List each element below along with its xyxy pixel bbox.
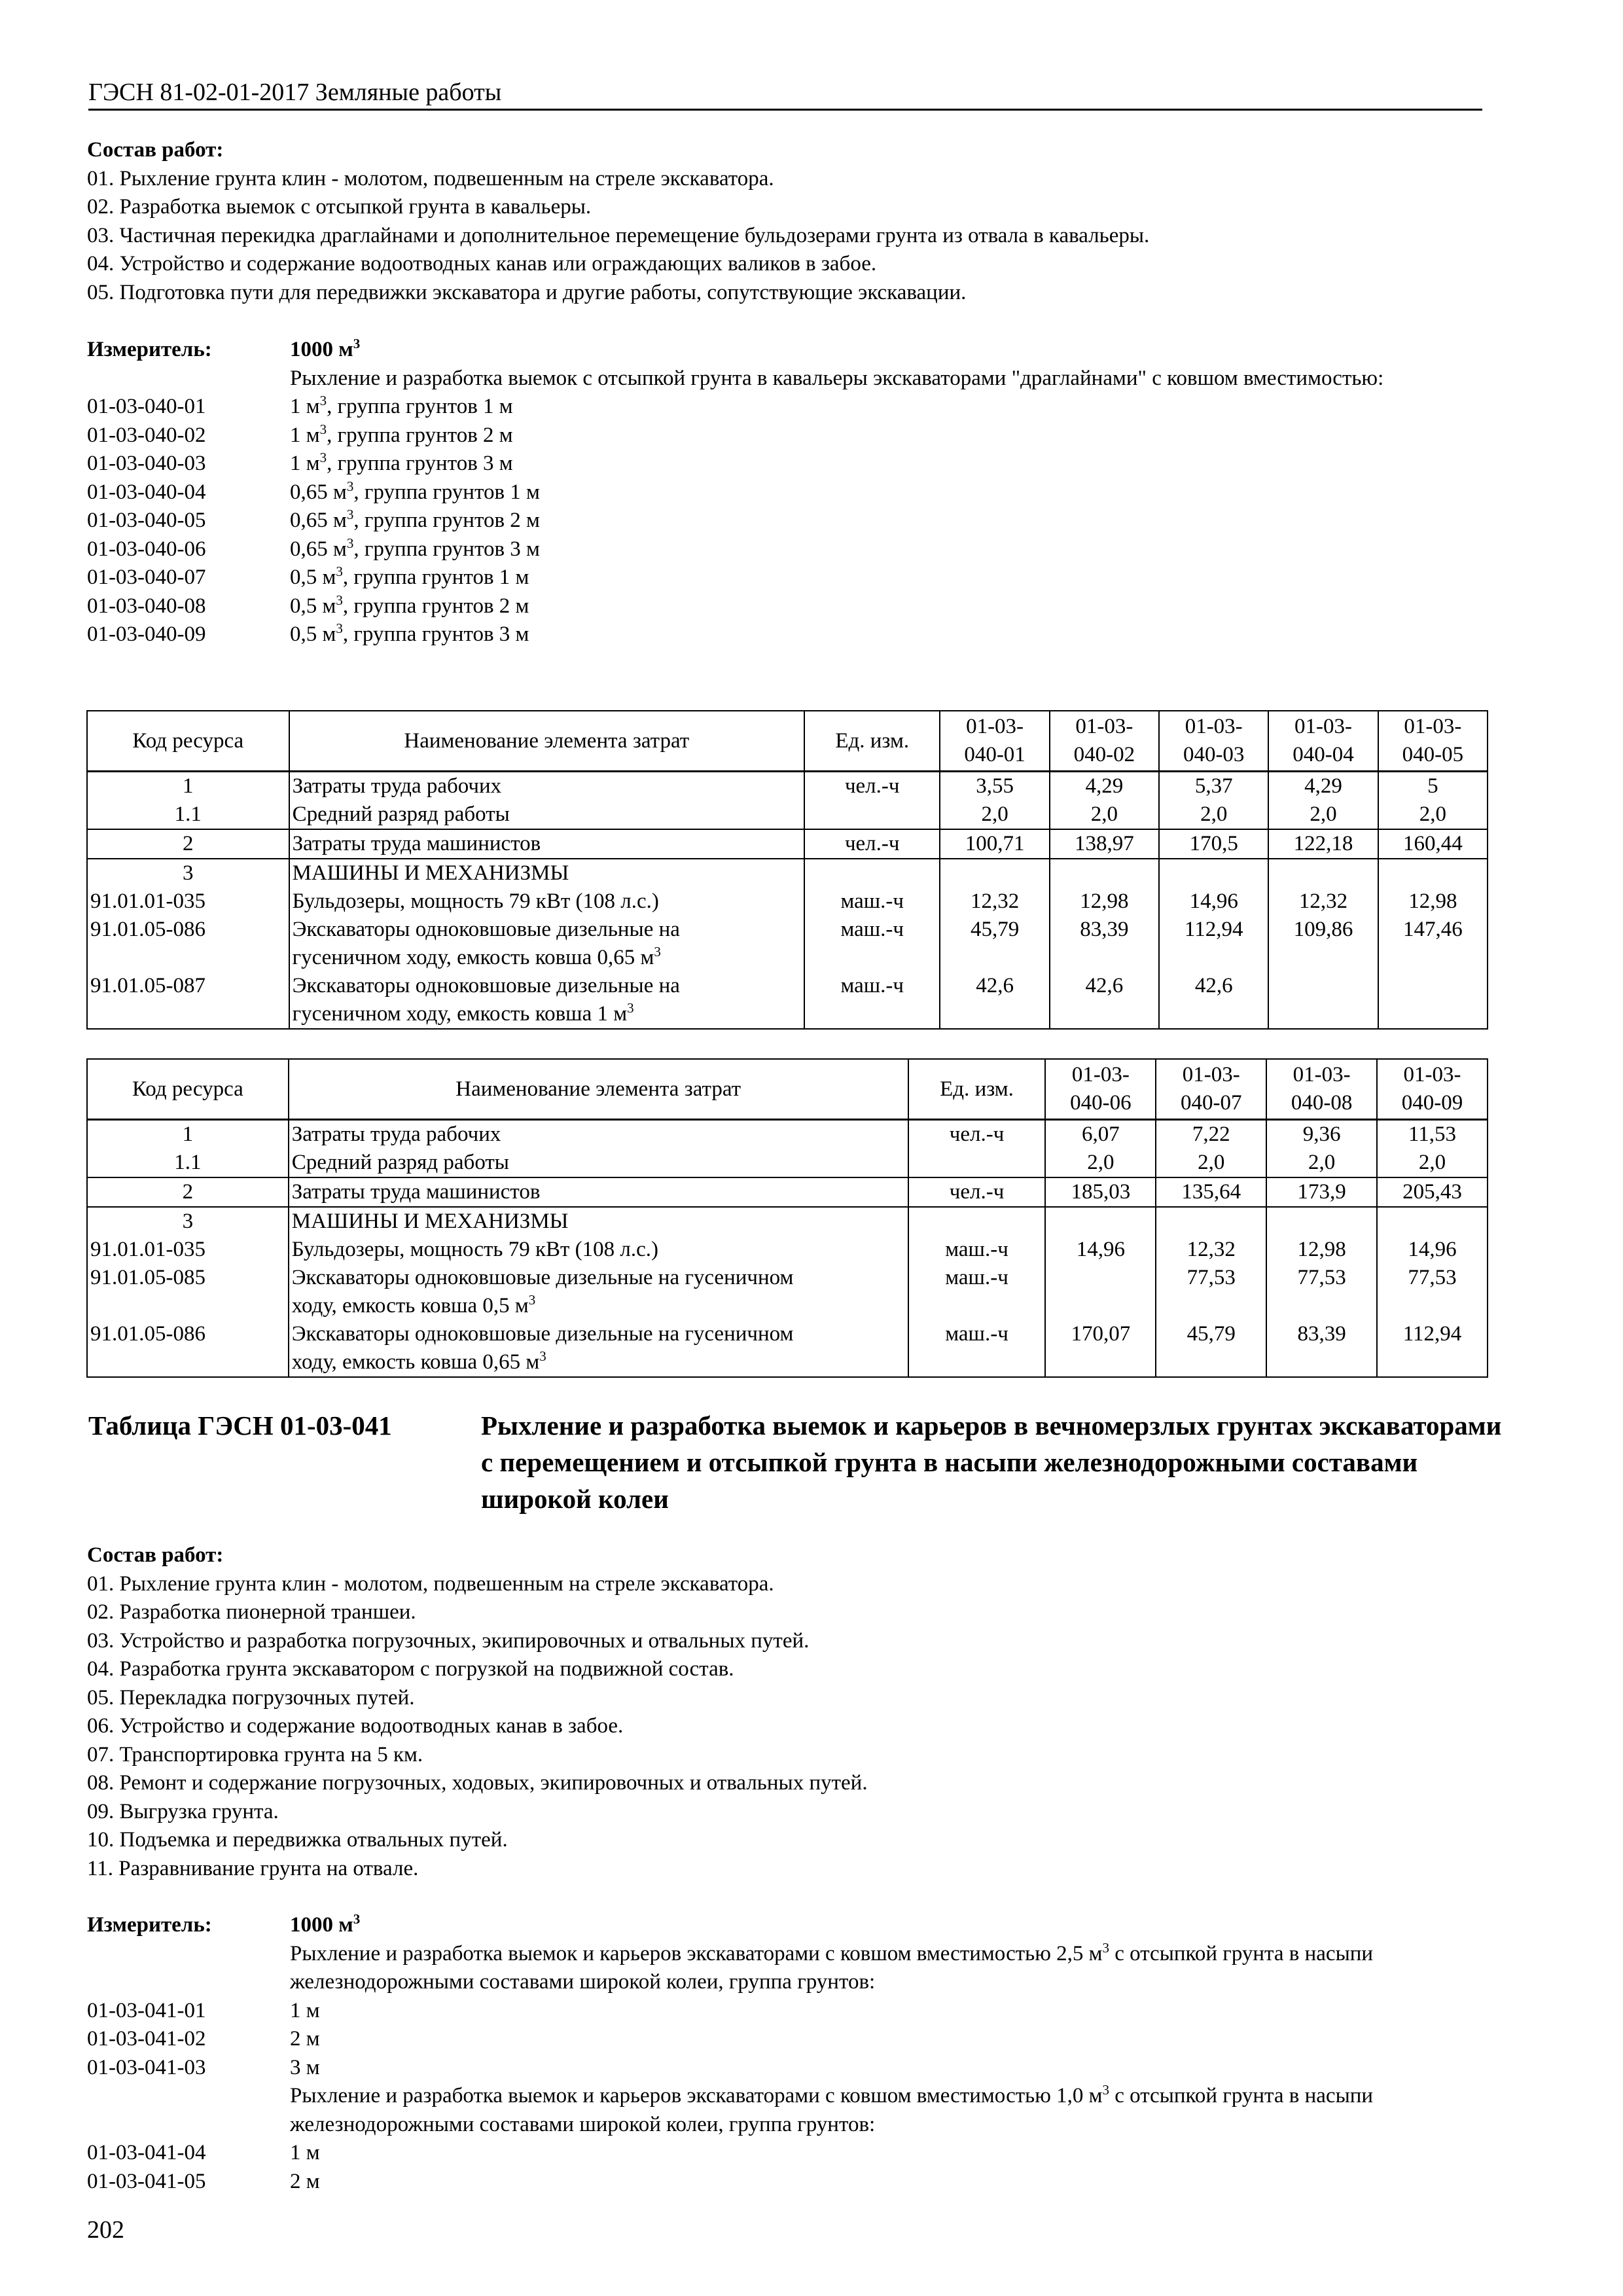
composition-item: 03. Устройство и разработка погрузочных, экипировочных и отвальных путей.: [87, 1628, 810, 1653]
header-unit: Ед. изм.: [804, 711, 940, 772]
measure-row: 01-03-040-03 1 $м^3$, группа грунтов 3 м: [87, 450, 513, 475]
table-header-row: [87, 711, 1488, 772]
header-norm-code: 01-03- 040-04: [1268, 711, 1378, 772]
header-norm-code: 01-03- 040-03: [1159, 711, 1268, 772]
measure-label: Измеритель:: [87, 338, 212, 361]
table-row: 2 Затраты труда машинистов чел.-ч 100,71 138,97 170,5 122,18 160,44: [87, 829, 1488, 859]
composition-item: 03. Частичная перекидка драглайнами и дополнительное перемещение бульдозерами грунта из отвала в кавальеры.: [87, 223, 1150, 247]
header-code: Код ресурса: [87, 1059, 289, 1120]
measure-label: Измеритель:: [87, 1913, 212, 1937]
composition-item: 06. Устройство и содержание водоотводных канав в забое.: [87, 1714, 624, 1738]
header-norm-code: 01-03- 040-07: [1156, 1059, 1266, 1120]
composition-item: 05. Подготовка пути для передвижки экскаватора и другие работы, сопутствующие экскавации.: [87, 280, 967, 304]
composition-item: 02. Разработка выемок с отсыпкой грунта в кавальеры.: [87, 195, 592, 219]
header-unit: Ед. изм.: [908, 1059, 1046, 1120]
header-code: Код ресурса: [87, 711, 289, 772]
table-row: 2 Затраты труда машинистов чел.-ч 185,03 135,64 173,9 205,43: [87, 1177, 1488, 1207]
header-norm-code: 01-03- 040-09: [1377, 1059, 1488, 1120]
section-title: Рыхление и разработка выемок и карьеров в вечномерзлых грунтах экскаваторами с перемещением и отсыпкой грунта в насыпи железнодорожными составами широкой колеи: [481, 1410, 1502, 1514]
measure-row: 01-03-040-08 0,5 $м^3$, группа грунтов 2 м: [87, 592, 529, 618]
measure-row: 01-03-041-05 2 м: [87, 2169, 320, 2193]
measure-unit: 1000 $м^3$: [290, 336, 361, 361]
work-composition-1: [87, 136, 1149, 307]
table-row: 91.01.01-035 Бульдозеры, мощность 79 кВт (108 л.с.) маш.-ч 12,32 12,98 14,96 12,32 12,98: [87, 888, 1488, 916]
measure-row: 01-03-040-01 1 $м^3$, группа грунтов 1 м: [87, 393, 513, 418]
table-row: 91.01.01-035 Бульдозеры, мощность 79 кВт (108 л.с.) маш.-ч 14,96 12,32 12,98 14,96: [87, 1236, 1488, 1264]
composition-item: 01. Рыхление грунта клин - молотом, подвешенным на стреле экскаватора.: [87, 1571, 774, 1596]
composition-title: Состав работ:: [87, 138, 224, 162]
measure-row: 01-03-040-06 0,65 $м^3$, группа грунтов 3 м: [87, 535, 540, 561]
section-number: Таблица ГЭСН 01-03-041: [88, 1410, 392, 1441]
composition-item: 02. Разработка пионерной траншеи.: [87, 1600, 416, 1624]
header-norm-code: 01-03- 040-08: [1266, 1059, 1377, 1120]
measure-description: Рыхление и разработка выемок и карьеров экскаваторами с ковшом вместимостью 2,5 $м^3$ с отсыпкой грунта в насыпи железнодорожными составами широкой колеи, группа грунтов:: [290, 1939, 1374, 1994]
composition-item: 10. Подъемка и передвижка отвальных путей.: [87, 1828, 508, 1852]
page-header: ГЭСН 81-02-01-2017 Земляные работы: [88, 77, 1482, 111]
composition-title: Состав работ:: [87, 1543, 224, 1567]
table-header-row: [87, 1059, 1488, 1120]
cost-table-2: [86, 1058, 1488, 1378]
measure-row: 01-03-041-01 1 м: [87, 1998, 320, 2022]
table-row: 3 МАШИНЫ И МЕХАНИЗМЫ: [87, 859, 1488, 888]
measure-row: 01-03-041-04 1 м: [87, 2141, 320, 2164]
header-norm-code: 01-03- 040-05: [1378, 711, 1488, 772]
measure-description: Рыхление и разработка выемок с отсыпкой грунта в кавальеры экскаваторами "драглайнами" с ковшом вместимостью:: [290, 366, 1384, 390]
header-name: Наименование элемента затрат: [289, 711, 804, 772]
table-row: 91.01.05-085 Экскаваторы одноковшовые дизельные на гусеничном ходу, емкость ковша 0,5 $м^3$ маш.-ч 77,53 77,53 77,53: [87, 1264, 1488, 1320]
cost-table-1: [86, 710, 1488, 1030]
composition-item: 09. Выгрузка грунта.: [87, 1799, 279, 1823]
table-row: 3 МАШИНЫ И МЕХАНИЗМЫ: [87, 1207, 1488, 1236]
header-norm-code: 01-03- 040-02: [1050, 711, 1159, 772]
measure-row: 01-03-040-02 1 $м^3$, группа грунтов 2 м: [87, 421, 513, 447]
work-composition-2: [87, 1541, 868, 1883]
measure-row: 01-03-040-09 0,5 $м^3$, группа грунтов 3 м: [87, 620, 529, 646]
table-row: 91.01.05-087 Экскаваторы одноковшовые дизельные на гусеничном ходу, емкость ковша 1 $м^3$ маш.-ч 42,6 42,6 42,6: [87, 972, 1488, 1029]
measure-row: 01-03-041-02 2 м: [87, 2027, 320, 2051]
table-row: 1.1 Средний разряд работы 2,0 2,0 2,0 2,0: [87, 1149, 1488, 1177]
composition-item: 08. Ремонт и содержание погрузочных, ходовых, экипировочных и отвальных путей.: [87, 1771, 868, 1795]
page-number: 202: [87, 2216, 124, 2244]
table-row: 91.01.05-086 Экскаваторы одноковшовые дизельные на гусеничном ходу, емкость ковша 0,65 $м^3$ маш.-ч 45,79 83,39 112,94 109,86 147,46: [87, 916, 1488, 972]
measure-block-2: [87, 1911, 1488, 2196]
table-row: 91.01.05-086 Экскаваторы одноковшовые дизельные на гусеничном ходу, емкость ковша 0,65 $м^3$ маш.-ч 170,07 45,79 83,39 112,94: [87, 1320, 1488, 1377]
measure-row: 01-03-040-05 0,65 $м^3$, группа грунтов 2 м: [87, 507, 540, 532]
header-name: Наименование элемента затрат: [289, 1059, 908, 1120]
header-norm-code: 01-03- 040-06: [1045, 1059, 1156, 1120]
table-row: 1 Затраты труда рабочих чел.-ч 6,07 7,22 9,36 11,53: [87, 1120, 1488, 1149]
measure-row: 01-03-040-04 0,65 $м^3$, группа грунтов 1 м: [87, 478, 540, 504]
measure-description: Рыхление и разработка выемок и карьеров экскаваторами с ковшом вместимостью 1,0 $м^3$ с отсыпкой грунта в насыпи железнодорожными составами широкой колеи, группа грунтов:: [290, 2082, 1374, 2136]
composition-item: 11. Разравнивание грунта на отвале.: [87, 1856, 419, 1880]
measure-unit: 1000 $м^3$: [290, 1911, 361, 1937]
composition-item: 04. Разработка грунта экскаватором с погрузкой на подвижной состав.: [87, 1657, 734, 1681]
measure-row: 01-03-040-07 0,5 $м^3$, группа грунтов 1 м: [87, 564, 529, 589]
table-row: 1 Затраты труда рабочих чел.-ч 3,55 4,29 5,37 4,29 5: [87, 772, 1488, 801]
composition-item: 05. Перекладка погрузочных путей.: [87, 1685, 415, 1710]
composition-item: 01. Рыхление грунта клин - молотом, подвешенным на стреле экскаватора.: [87, 166, 774, 190]
composition-item: 04. Устройство и содержание водоотводных канав или ограждающих валиков в забое.: [87, 252, 877, 276]
measure-row: 01-03-041-03 3 м: [87, 2055, 320, 2079]
composition-item: 07. Транспортировка грунта на 5 км.: [87, 1742, 423, 1767]
table-row: 1.1 Средний разряд работы 2,0 2,0 2,0 2,0 2,0: [87, 800, 1488, 829]
header-norm-code: 01-03- 040-01: [940, 711, 1049, 772]
measure-block-1: [87, 336, 1488, 649]
